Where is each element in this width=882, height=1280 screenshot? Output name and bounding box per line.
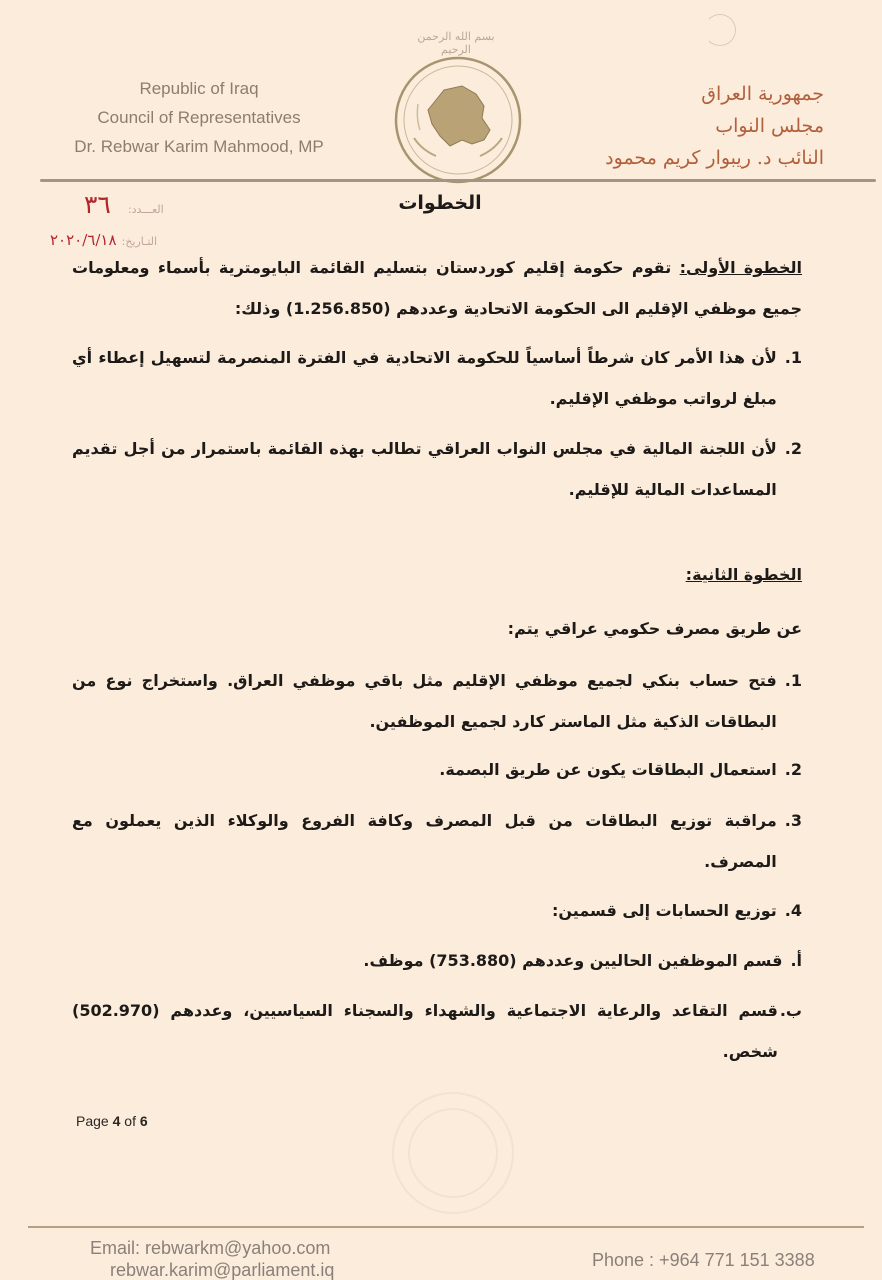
reference-date-label: التـاريخ: bbox=[121, 235, 158, 248]
step2-intro-text: عن طريق مصرف حكومي عراقي يتم: bbox=[507, 619, 802, 638]
letterhead-arabic bbox=[574, 78, 824, 174]
list-item-text: مراقبة توزيع البطاقات من قبل المصرف وكافة الفروع والوكلاء الذين يعملون مع المصرف. bbox=[72, 811, 777, 871]
letterhead-en-council: Council of Representatives bbox=[97, 108, 301, 127]
list-letter: أ. bbox=[790, 951, 802, 970]
step2-item-2 bbox=[72, 749, 802, 790]
step2-sub-item-a bbox=[72, 940, 802, 981]
step2-heading: الخطوة الثانية: bbox=[685, 565, 802, 584]
list-item-text: قسم الموظفين الحاليين وعددهم (753.880) موظف. bbox=[363, 951, 783, 970]
letterhead-ar-council: مجلس النواب bbox=[715, 115, 824, 137]
reference-number-value: ٣٦ bbox=[84, 190, 111, 219]
reference-number-label: العـــدد: bbox=[127, 203, 164, 216]
list-number: 3. bbox=[784, 811, 802, 830]
step2-item-1 bbox=[72, 660, 802, 742]
letterhead-english bbox=[36, 74, 362, 161]
email-line-1: Email: rebwarkm@yahoo.com bbox=[90, 1238, 331, 1258]
letterhead-en-member: Dr. Rebwar Karim Mahmood, MP bbox=[74, 137, 324, 156]
step1-intro-text: تقوم حكومة إقليم كوردستان بتسليم القائمة البايومترية بأسماء ومعلومات جميع موظفي الإقليم الى الحكومة الاتحادية وعددهم (1.256.850) وذلك: bbox=[72, 258, 802, 318]
footer-phone: Phone : +964 771 151 3388 bbox=[592, 1250, 815, 1270]
document-title: الخطوات bbox=[398, 192, 482, 214]
list-number: 1. bbox=[784, 671, 802, 690]
page-current: 4 bbox=[112, 1113, 121, 1129]
step2-sub-item-b bbox=[72, 990, 802, 1072]
reference-date-value: ٢٠٢٠/٦/١٨ bbox=[50, 231, 117, 249]
reference-number-row bbox=[84, 190, 164, 219]
list-item-text: لأن اللجنة المالية في مجلس النواب العراقي تطالب بهذه القائمة باستمرار من أجل تقديم المساعدات المالية للإقليم. bbox=[72, 439, 777, 499]
step2-intro bbox=[72, 608, 802, 649]
list-item-text: توزيع الحسابات إلى قسمين: bbox=[551, 901, 777, 920]
step2-item-3 bbox=[72, 800, 802, 882]
embossed-seal-watermark bbox=[392, 1092, 514, 1214]
list-item-text: قسم التقاعد والرعاية الاجتماعية والشهداء والسجناء السياسيين، وعددهم (502.970) شخص. bbox=[72, 1001, 778, 1061]
list-item-text: استعمال البطاقات يكون عن طريق البصمة. bbox=[439, 760, 777, 779]
page-number bbox=[76, 1113, 148, 1129]
list-item-text: فتح حساب بنكي لجميع موظفي الإقليم مثل باقي موظفي العراق. واستخراج نوع من البطاقات الذكية مثل الماستر كارد لجميع الموظفين. bbox=[72, 671, 777, 731]
email-line-2: rebwar.karim@parliament.iq bbox=[110, 1260, 335, 1280]
step1-intro bbox=[72, 247, 802, 329]
page-total: 6 bbox=[139, 1113, 148, 1129]
list-item-text: لأن هذا الأمر كان شرطاً أساسياً للحكومة الاتحادية في الفترة المنصرمة لتسهيل إعطاء أي مبلغ لرواتب موظفي الإقليم. bbox=[72, 348, 777, 408]
step1-item-1 bbox=[72, 337, 802, 419]
list-number: 2. bbox=[784, 760, 802, 779]
corner-mark bbox=[704, 14, 736, 46]
list-number: 2. bbox=[784, 439, 802, 458]
list-letter: ب. bbox=[779, 1001, 802, 1020]
list-number: 4. bbox=[784, 901, 802, 920]
step1-item-2 bbox=[72, 428, 802, 510]
step2-heading-block bbox=[72, 554, 802, 595]
page-of: of bbox=[120, 1113, 140, 1129]
step2-item-4 bbox=[72, 890, 802, 931]
iraq-map-seal-icon bbox=[392, 54, 524, 186]
header-divider bbox=[40, 179, 876, 182]
page-prefix: Page bbox=[76, 1113, 113, 1129]
letterhead-ar-member: النائب د. ريبوار كريم محمود bbox=[605, 147, 824, 169]
step1-heading: الخطوة الأولى: bbox=[679, 258, 803, 277]
letterhead-en-country: Republic of Iraq bbox=[139, 79, 259, 98]
list-number: 1. bbox=[784, 348, 802, 367]
footer-email bbox=[90, 1237, 334, 1280]
letterhead-ar-country: جمهورية العراق bbox=[701, 83, 824, 105]
basmala: بسم الله الرحمن الرحيم bbox=[417, 30, 495, 56]
footer-divider bbox=[28, 1226, 864, 1228]
